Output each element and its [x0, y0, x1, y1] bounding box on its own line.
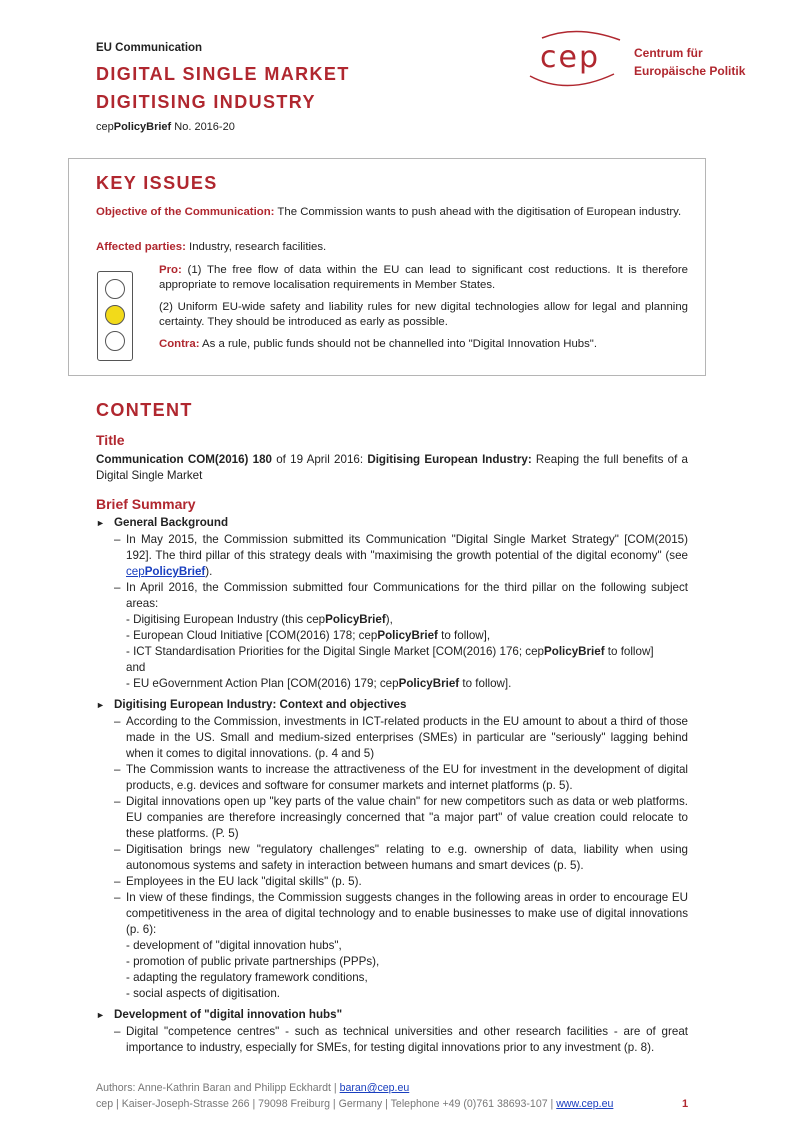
sub-list-item: - European Cloud Initiative [COM(2016) 178; cepPolicyBrief to follow], [126, 629, 491, 642]
policy-brief-number: cepPolicyBrief No. 2016-20 [96, 121, 235, 133]
sub-list-item: and [126, 661, 146, 674]
sub-list-item: - EU eGovernment Action Plan [COM(2016) 179; cepPolicyBrief to follow]. [126, 677, 512, 690]
sub-list-item: - ICT Standardisation Priorities for the Digital Single Market [COM(2016) 176; cepPolicyBrief to follow] [126, 645, 654, 658]
bullet-heading-general-background: ► General Background [96, 516, 229, 529]
list-item: – In May 2015, the Commission submitted its Communication "Digital Single Market Strategy" [COM(2015) 192]. The third pillar of this strategy deals with "maximising the growth potential of the digital economy" (see cepPolicyBrief). [114, 533, 688, 578]
cep-logo [522, 28, 762, 88]
footer-authors: Authors: Anne-Kathrin Baran and Philipp Eckhardt | baran@cep.eu [96, 1082, 410, 1094]
author-email-link[interactable]: baran@cep.eu [339, 1082, 410, 1094]
affected-parties-paragraph: Affected parties: Industry, research facilities. [96, 241, 327, 253]
policy-brief-link[interactable]: cepPolicyBrief [126, 565, 206, 578]
content-heading: CONTENT [96, 400, 193, 420]
title-heading: Title [96, 432, 125, 448]
traffic-light-middle-lamp [105, 305, 125, 325]
pro-paragraph-2: (2) Uniform EU-wide safety and liability rules for new digital technologies allow for legal and planning certainty. They should be introduced as early as possible. [159, 301, 688, 328]
sub-list-item: - promotion of public private partnerships (PPPs), [126, 955, 380, 968]
sub-list-item: - adapting the regulatory framework conditions, [126, 971, 368, 984]
brief-summary-heading: Brief Summary [96, 496, 196, 512]
objective-paragraph: Objective of the Communication: The Commission wants to push ahead with the digitisation of European industry. [96, 206, 682, 218]
page-number: 1 [682, 1098, 689, 1110]
document-title-line2: DIGITISING INDUSTRY [96, 92, 316, 112]
logo-org-name: Centrum für Europäische Politik [634, 46, 746, 78]
logo-mark: cep [540, 40, 600, 75]
traffic-light-bottom-lamp [105, 331, 125, 351]
list-item: – According to the Commission, investments in ICT-related products in the EU amount to about a third of those made in the US. Small and medium-sized enterprises (SMEs) in particular are "seriously" lagging behind when it comes to digital innovations. (p. 4 and 5) [114, 715, 688, 760]
list-item: – Digitisation brings new "regulatory challenges" relating to e.g. ownership of data, liability when using autonomous systems and safety in interaction between humans and smart devices (p. 5). [114, 843, 688, 872]
list-item: – In view of these findings, the Commission suggests changes in the following areas in order to encourage EU competitiveness in the area of digital technology and to enable businesses to make use of digital innovations (p. 6): [114, 891, 688, 936]
sub-list-item: - social aspects of digitisation. [126, 987, 281, 1000]
list-item: – Employees in the EU lack "digital skills" (p. 5). [114, 875, 362, 888]
list-item: – Digital innovations open up "key parts of the value chain" for new competitors such as data or web platforms. EU companies are therefore increasingly concerned that "a major part" of value creation could relocate to these platforms. (P. 5) [114, 795, 688, 840]
sub-list-item: - Digitising European Industry (this cepPolicyBrief), [126, 613, 393, 626]
contra-paragraph: Contra: As a rule, public funds should not be channelled into "Digital Innovation Hubs". [159, 338, 598, 350]
key-issues-heading: KEY ISSUES [96, 173, 218, 193]
list-item: – The Commission wants to increase the attractiveness of the EU for investment in the development of digital products, e.g. devices and software for consumer markets and internet platforms (p. 5). [114, 763, 688, 792]
website-link[interactable]: www.cep.eu [556, 1098, 614, 1110]
series-label: EU Communication [96, 42, 203, 54]
list-item: – Digital "competence centres" - such as technical universities and other research facilities - are of great importance to industry, especially for SMEs, for testing digital innovations prior to any investment (p. 8). [114, 1025, 688, 1054]
bullet-heading-innovation-hubs: ► Development of "digital innovation hubs" [96, 1008, 343, 1021]
key-issues-box [68, 158, 706, 376]
bullet-heading-context-objectives: ► Digitising European Industry: Context and objectives [96, 698, 407, 711]
pro-paragraph-1: Pro: (1) The free flow of data within the EU can lead to significant cost reductions. It is therefore appropriate to remove localisation requirements in Member States. [159, 264, 688, 291]
sub-list-item: - development of "digital innovation hubs", [126, 939, 342, 952]
footer-address: cep | Kaiser-Joseph-Strasse 266 | 79098 Freiburg | Germany | Telephone +49 (0)761 38693-107 | www.cep.eu [96, 1098, 614, 1110]
traffic-light-top-lamp [105, 279, 125, 299]
traffic-light-icon [97, 271, 133, 361]
list-item: – In April 2016, the Commission submitted four Communications for the third pillar on the following subject areas: [114, 581, 688, 610]
title-paragraph: Communication COM(2016) 180 of 19 April 2016: Digitising European Industry: Reaping the full benefits of a Digital Single Market [96, 453, 688, 482]
document-title-line1: DIGITAL SINGLE MARKET [96, 64, 350, 84]
